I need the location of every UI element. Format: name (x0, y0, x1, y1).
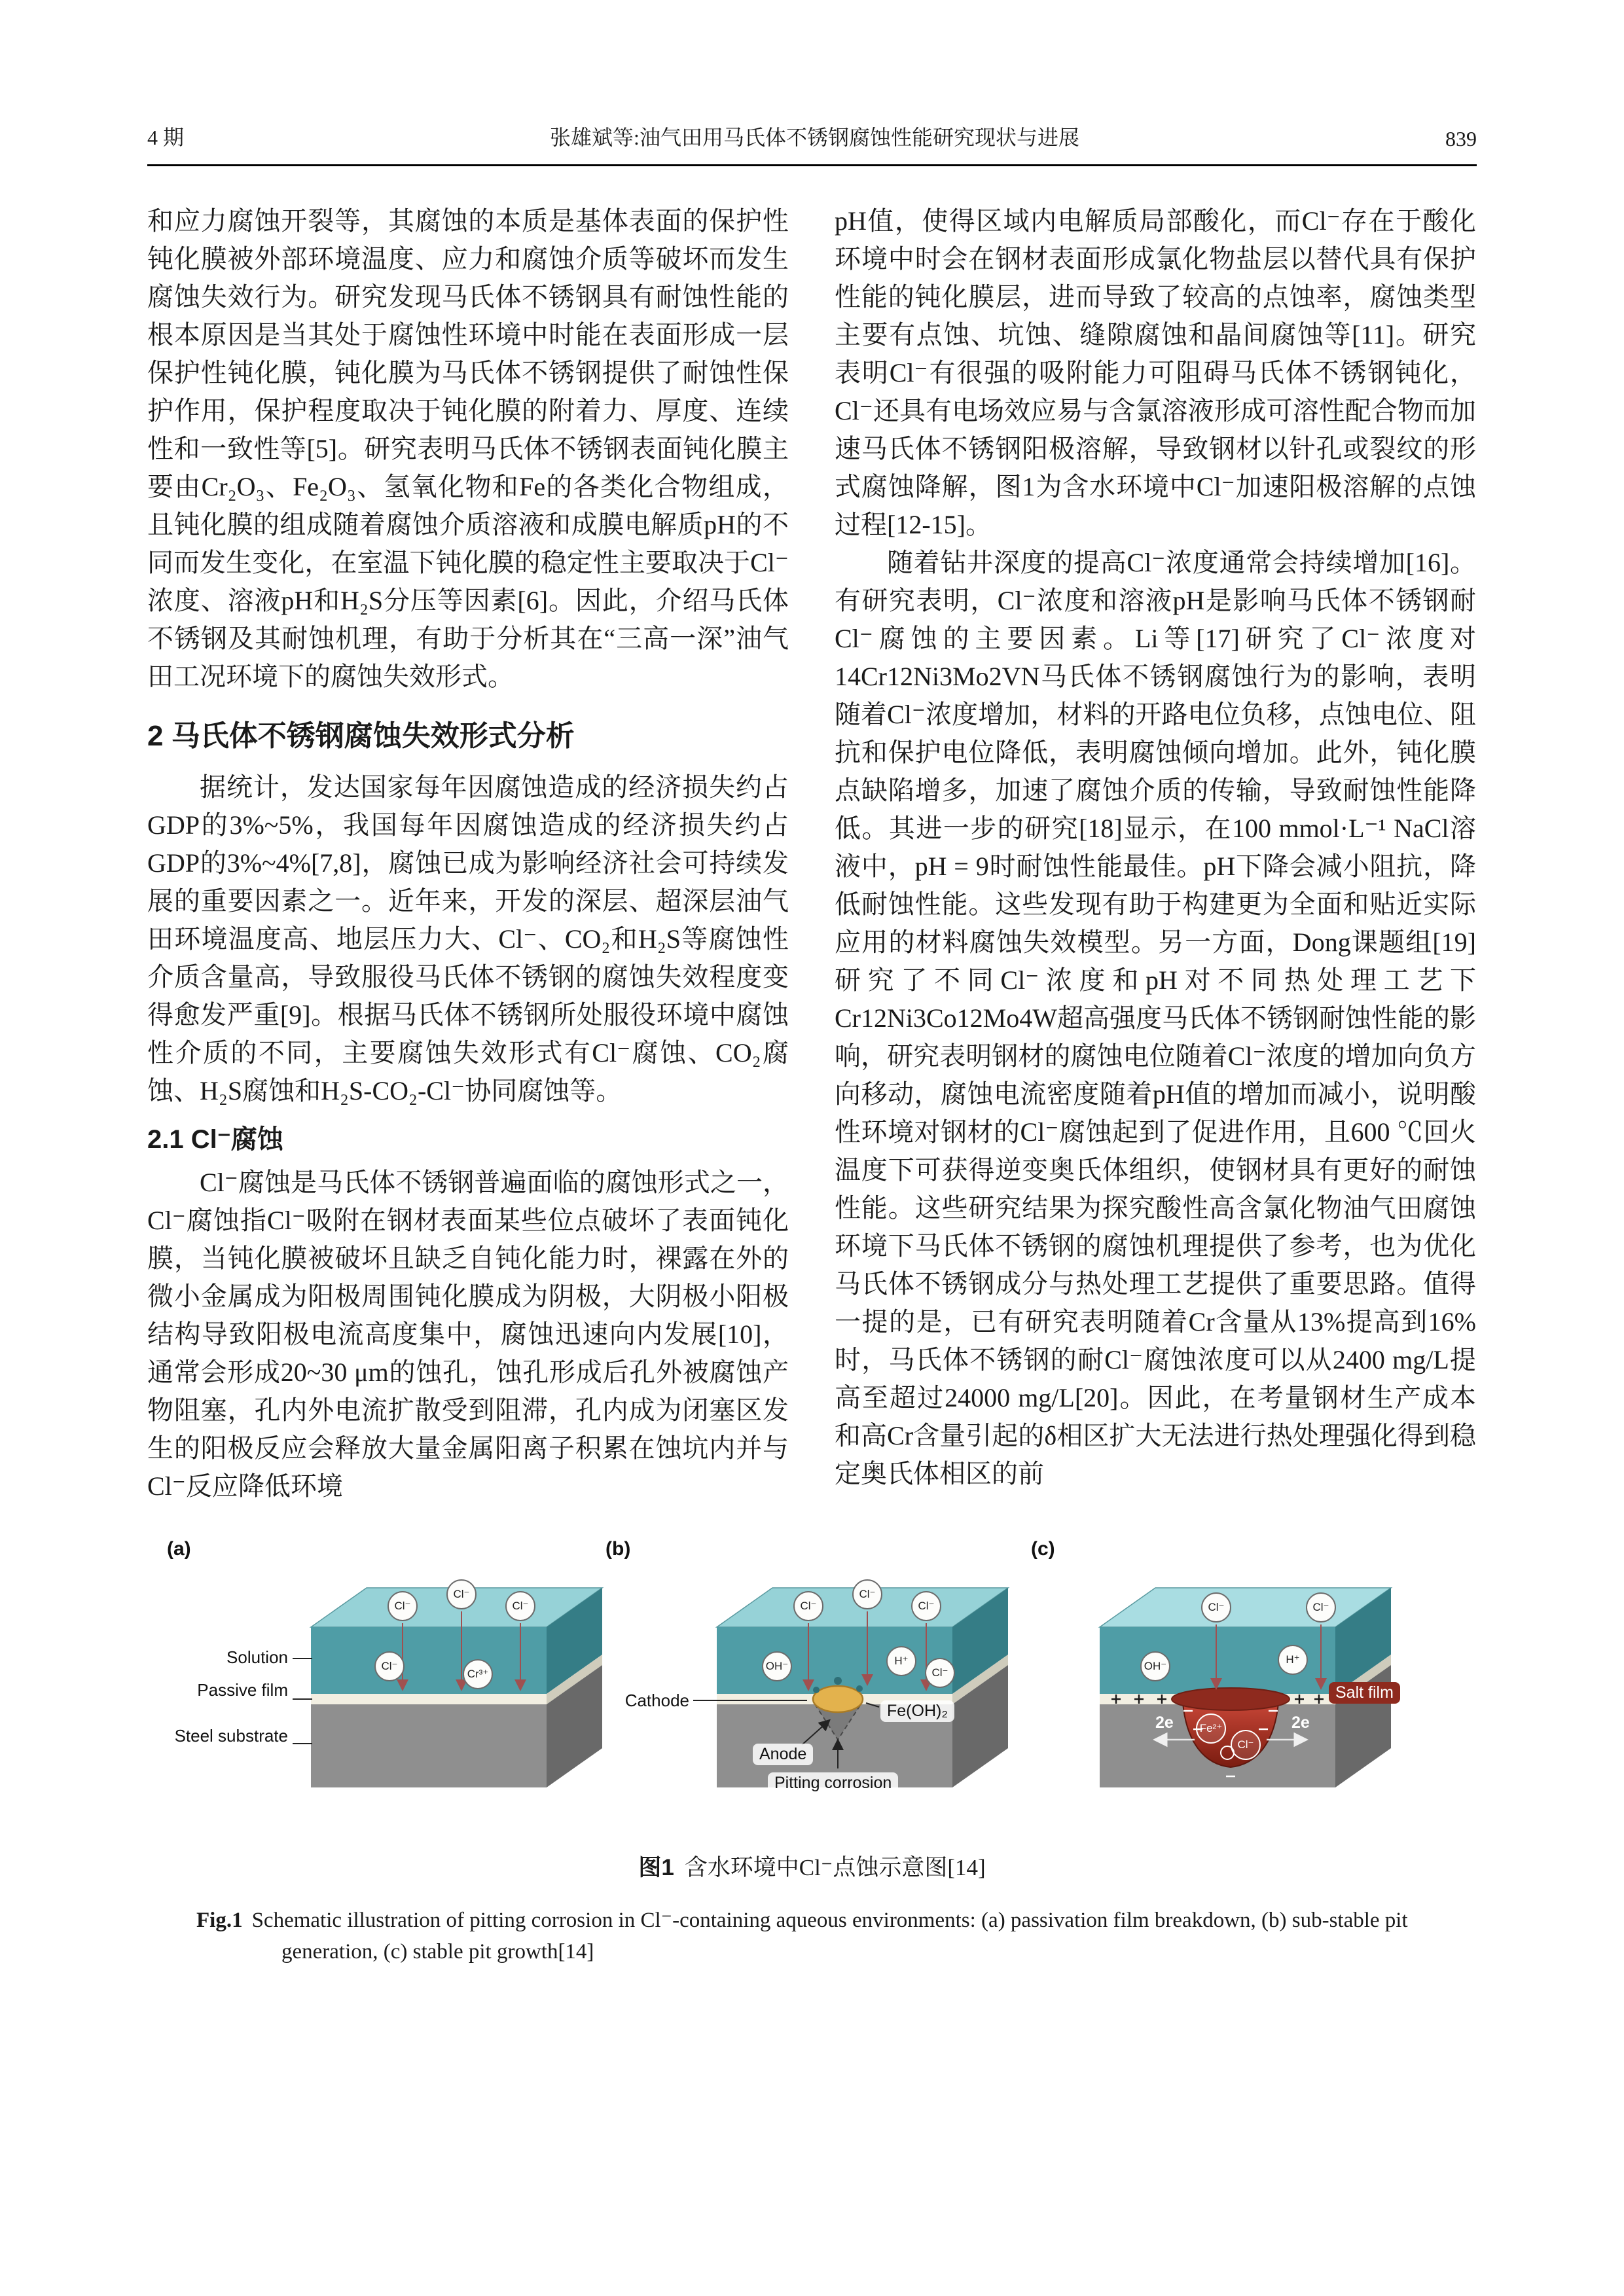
figure-caption-cn-text: 含水环境中Cl⁻点蚀示意图[14] (684, 1855, 986, 1880)
panel-b-tag: (b) (605, 1538, 631, 1560)
solution-layer (311, 1627, 547, 1694)
solution-label: Solution (226, 1647, 288, 1667)
article-body (147, 202, 1477, 1505)
pitting-corrosion-label: Pitting corrosion (768, 1772, 898, 1794)
salt-film-deposit (1172, 1688, 1290, 1710)
ion-label: Cl⁻ (1201, 1592, 1231, 1623)
paragraph-continuation: 和应力腐蚀开裂等，其腐蚀的本质是基体表面的保护性钝化膜被外部环境温度、应力和腐蚀介质等破坏而发生腐蚀失效行为。研究发现马氏体不锈钢具有耐蚀性能的根本原因是当其处于腐蚀性环境中时能在表面形成一层保护性钝化膜，钝化膜为马氏体不锈钢提供了耐蚀性保护作用，保护程度取决于钝化膜的附着力、厚度、连续性和一致性等[5]。研究表明马氏体不锈钢表面钝化膜主要由Cr₂O₃、Fe₂O₃、氢氧化物和Fe的各类化合物组成，且钝化膜的组成随着腐蚀介质溶液和成膜电解质pH的不同而发生变化，在室温下钝化膜的稳定性主要取决于Cl⁻浓度、溶液pH和H₂S分压等因素[6]。因此，介绍马氏体不锈钢及其耐蚀机理，有助于分析其在“三高一深”油气田工况环境下的腐蚀失效形式。 (147, 206, 789, 691)
ion-label: H⁺ (886, 1646, 916, 1676)
ion-label: H⁺ (1278, 1645, 1308, 1675)
paragraph-ph: pH值，使得区域内电解质局部酸化，而Cl⁻存在于酸化环境中时会在钢材表面形成氯化物盐层以替代具有保护性能的钝化膜层，进而导致了较高的点蚀率，腐蚀类型主要有点蚀、坑蚀、缝隙腐蚀和晶间腐蚀等[11]。研究表明Cl⁻有很强的吸附能力可阻碍马氏体不锈钢钝化，Cl⁻还具有电场效应易与含氯溶液形成可溶性配合物而加速马氏体不锈钢阳极溶解，导致钢材以针孔或裂纹的形式腐蚀降解，图1为含水环境中Cl⁻加速阳极溶解的点蚀过程[12-15]。 (835, 206, 1476, 539)
panel-c-tag: (c) (1031, 1538, 1055, 1560)
ion-label: OH⁻ (762, 1651, 792, 1681)
ion-label: Cl⁻ (1231, 1730, 1261, 1760)
section-2-heading: 2 马氏体不锈钢腐蚀失效形式分析 (147, 720, 575, 752)
anode-label: Anode (753, 1744, 813, 1765)
figure-1 (147, 1535, 1477, 1968)
cathode-label: Cathode (624, 1691, 689, 1710)
pit-dome (813, 1686, 863, 1712)
paragraph-statistics: 据统计，发达国家每年因腐蚀造成的经济损失约占GDP的3%~5%，我国每年因腐蚀造成的经济损失约占GDP的3%~4%[7,8]，腐蚀已成为影响经济社会可持续发展的重要因素之一。近年来，开发的深层、超深层油气田环境温度高、地层压力大、Cl⁻、CO₂和H₂S等腐蚀性介质含量高，导致服役马氏体不锈钢的腐蚀失效程度变得愈发严重[9]。根据马氏体不锈钢所处服役环境中腐蚀性介质的不同，主要腐蚀失效形式有Cl⁻腐蚀、CO₂腐蚀、H₂S腐蚀和H₂S-CO₂-Cl⁻协同腐蚀等。 (147, 772, 789, 1105)
figure-panel-a (147, 1535, 605, 1823)
ion-label: Cl⁻ (911, 1591, 941, 1621)
isometric-block-graphic-a (147, 1535, 605, 1823)
panel-a-tag: (a) (167, 1538, 191, 1560)
figure-panel-b (605, 1535, 1031, 1823)
left-column (147, 202, 789, 1505)
steel-substrate-label: Steel substrate (174, 1726, 288, 1746)
page-number: 839 (1445, 127, 1477, 151)
right-column (835, 202, 1476, 1505)
figure-panel-c (1031, 1535, 1463, 1823)
ion-label: Cr³⁺ (463, 1659, 493, 1689)
steel-substrate-layer (311, 1704, 547, 1787)
ion-label: Cl⁻ (1306, 1592, 1336, 1623)
paragraph-cl-corrosion: Cl⁻腐蚀是马氏体不锈钢普遍面临的腐蚀形式之一，Cl⁻腐蚀指Cl⁻吸附在钢材表面某些位点破坏了表面钝化膜，当钝化膜被破坏且缺乏自钝化能力时，裸露在外的微小金属成为阳极周围钝化膜成为阴极，大阴极小阳极结构导致阳极电流高度集中，腐蚀迅速向内发展[10]，通常会形成20~30 μm的蚀孔，蚀孔形成后孔外被腐蚀产物阻塞，孔内外电流扩散受到阻滞，孔内成为闭塞区发生的阳极反应会释放大量金属阳离子积累在蚀坑内并与Cl⁻反应降低环境 (147, 1168, 789, 1501)
ion-label: Cl⁻ (374, 1651, 405, 1681)
subsection-2-1-heading: 2.1 Cl⁻腐蚀 (147, 1125, 283, 1154)
ion-label: Cl⁻ (852, 1579, 882, 1609)
page-header (147, 121, 1477, 166)
figure-caption-cn-label: 图1 (638, 1855, 674, 1880)
issue-number: 4 期 (147, 126, 185, 149)
ion-label: Cl⁻ (446, 1579, 477, 1609)
figure-panels (147, 1535, 1477, 1823)
ion-label: Cl⁻ (925, 1658, 955, 1688)
passive-film-layer (311, 1694, 547, 1704)
passive-film-label: Passive film (197, 1680, 288, 1700)
paragraph-drilling-depth: 随着钻井深度的提高Cl⁻浓度通常会持续增加[16]。有研究表明，Cl⁻浓度和溶液pH是影响马氏体不锈钢耐Cl⁻腐蚀的主要因素。Li等[17]研究了Cl⁻浓度对14Cr12Ni3Mo2VN马氏体不锈钢腐蚀行为的影响，表明随着Cl⁻浓度增加，材料的开路电位负移，点蚀电位、阻抗和保护电位降低，表明腐蚀倾向增加。此外，钝化膜点缺陷增多，加速了腐蚀介质的传输，导致耐蚀性能降低。其进一步的研究[18]显示，在100 mmol·L⁻¹ NaCl溶液中，pH = 9时耐蚀性能最佳。pH下降会减小阻抗，降低耐蚀性能。这些发现有助于构建更为全面和贴近实际应用的材料腐蚀失效模型。另一方面，Dong课题组[19]研究了不同Cl⁻浓度和pH对不同热处理工艺下Cr12Ni3Co12Mo4W超高强度马氏体不锈钢耐蚀性能的影响，研究表明钢材的腐蚀电位随着Cl⁻浓度的增加向负方向移动，腐蚀电流密度随着pH值的增加而减小，说明酸性环境对钢材的Cl⁻腐蚀起到了促进作用，且600 ℃回火温度下可获得逆变奥氏体组织，使钢材具有更好的耐蚀性能。这些研究结果为探究酸性高含氯化物油气田腐蚀环境下马氏体不锈钢的腐蚀机理提供了参考，也为优化马氏体不锈钢成分与热处理工艺提供了重要思路。值得一提的是，已有研究表明随着Cr含量从13%提高到16%时，马氏体不锈钢的耐Cl⁻腐蚀浓度可以从2400 mg/L提高至超过24000 mg/L[20]。因此，在考量钢材生产成本和高Cr含量引起的δ相区扩大无法进行热处理强化得到稳定奥氏体相区的前 (835, 548, 1476, 1488)
figure-caption-cn (147, 1850, 1477, 1882)
running-title: 张雄斌等:油气田用马氏体不锈钢腐蚀性能研究现状与进展 (550, 126, 1079, 149)
figure-caption-en-label: Fig.1 (196, 1909, 243, 1932)
isometric-block-graphic-c (1031, 1535, 1463, 1823)
feoh2-label: Fe(OH)₂ (880, 1700, 954, 1722)
electron-label-left: 2e (1155, 1713, 1174, 1732)
ion-label: Cl⁻ (793, 1591, 823, 1621)
figure-caption-en-text: Schematic illustration of pitting corrosion in Cl⁻-containing aqueous environments: (a) passivation film breakdown, (b) sub-stable pit generation, (c) stable pit growth[14] (251, 1909, 1408, 1964)
solution-layer (717, 1627, 952, 1694)
ion-label: Cl⁻ (388, 1591, 418, 1621)
ion-label: Cl⁻ (505, 1591, 535, 1621)
electron-label-right: 2e (1291, 1713, 1310, 1732)
ion-label: OH⁻ (1140, 1651, 1170, 1681)
salt-film-label: Salt film (1329, 1682, 1400, 1704)
ion-label: Fe²⁺ (1196, 1713, 1226, 1744)
figure-caption-en (147, 1905, 1477, 1968)
